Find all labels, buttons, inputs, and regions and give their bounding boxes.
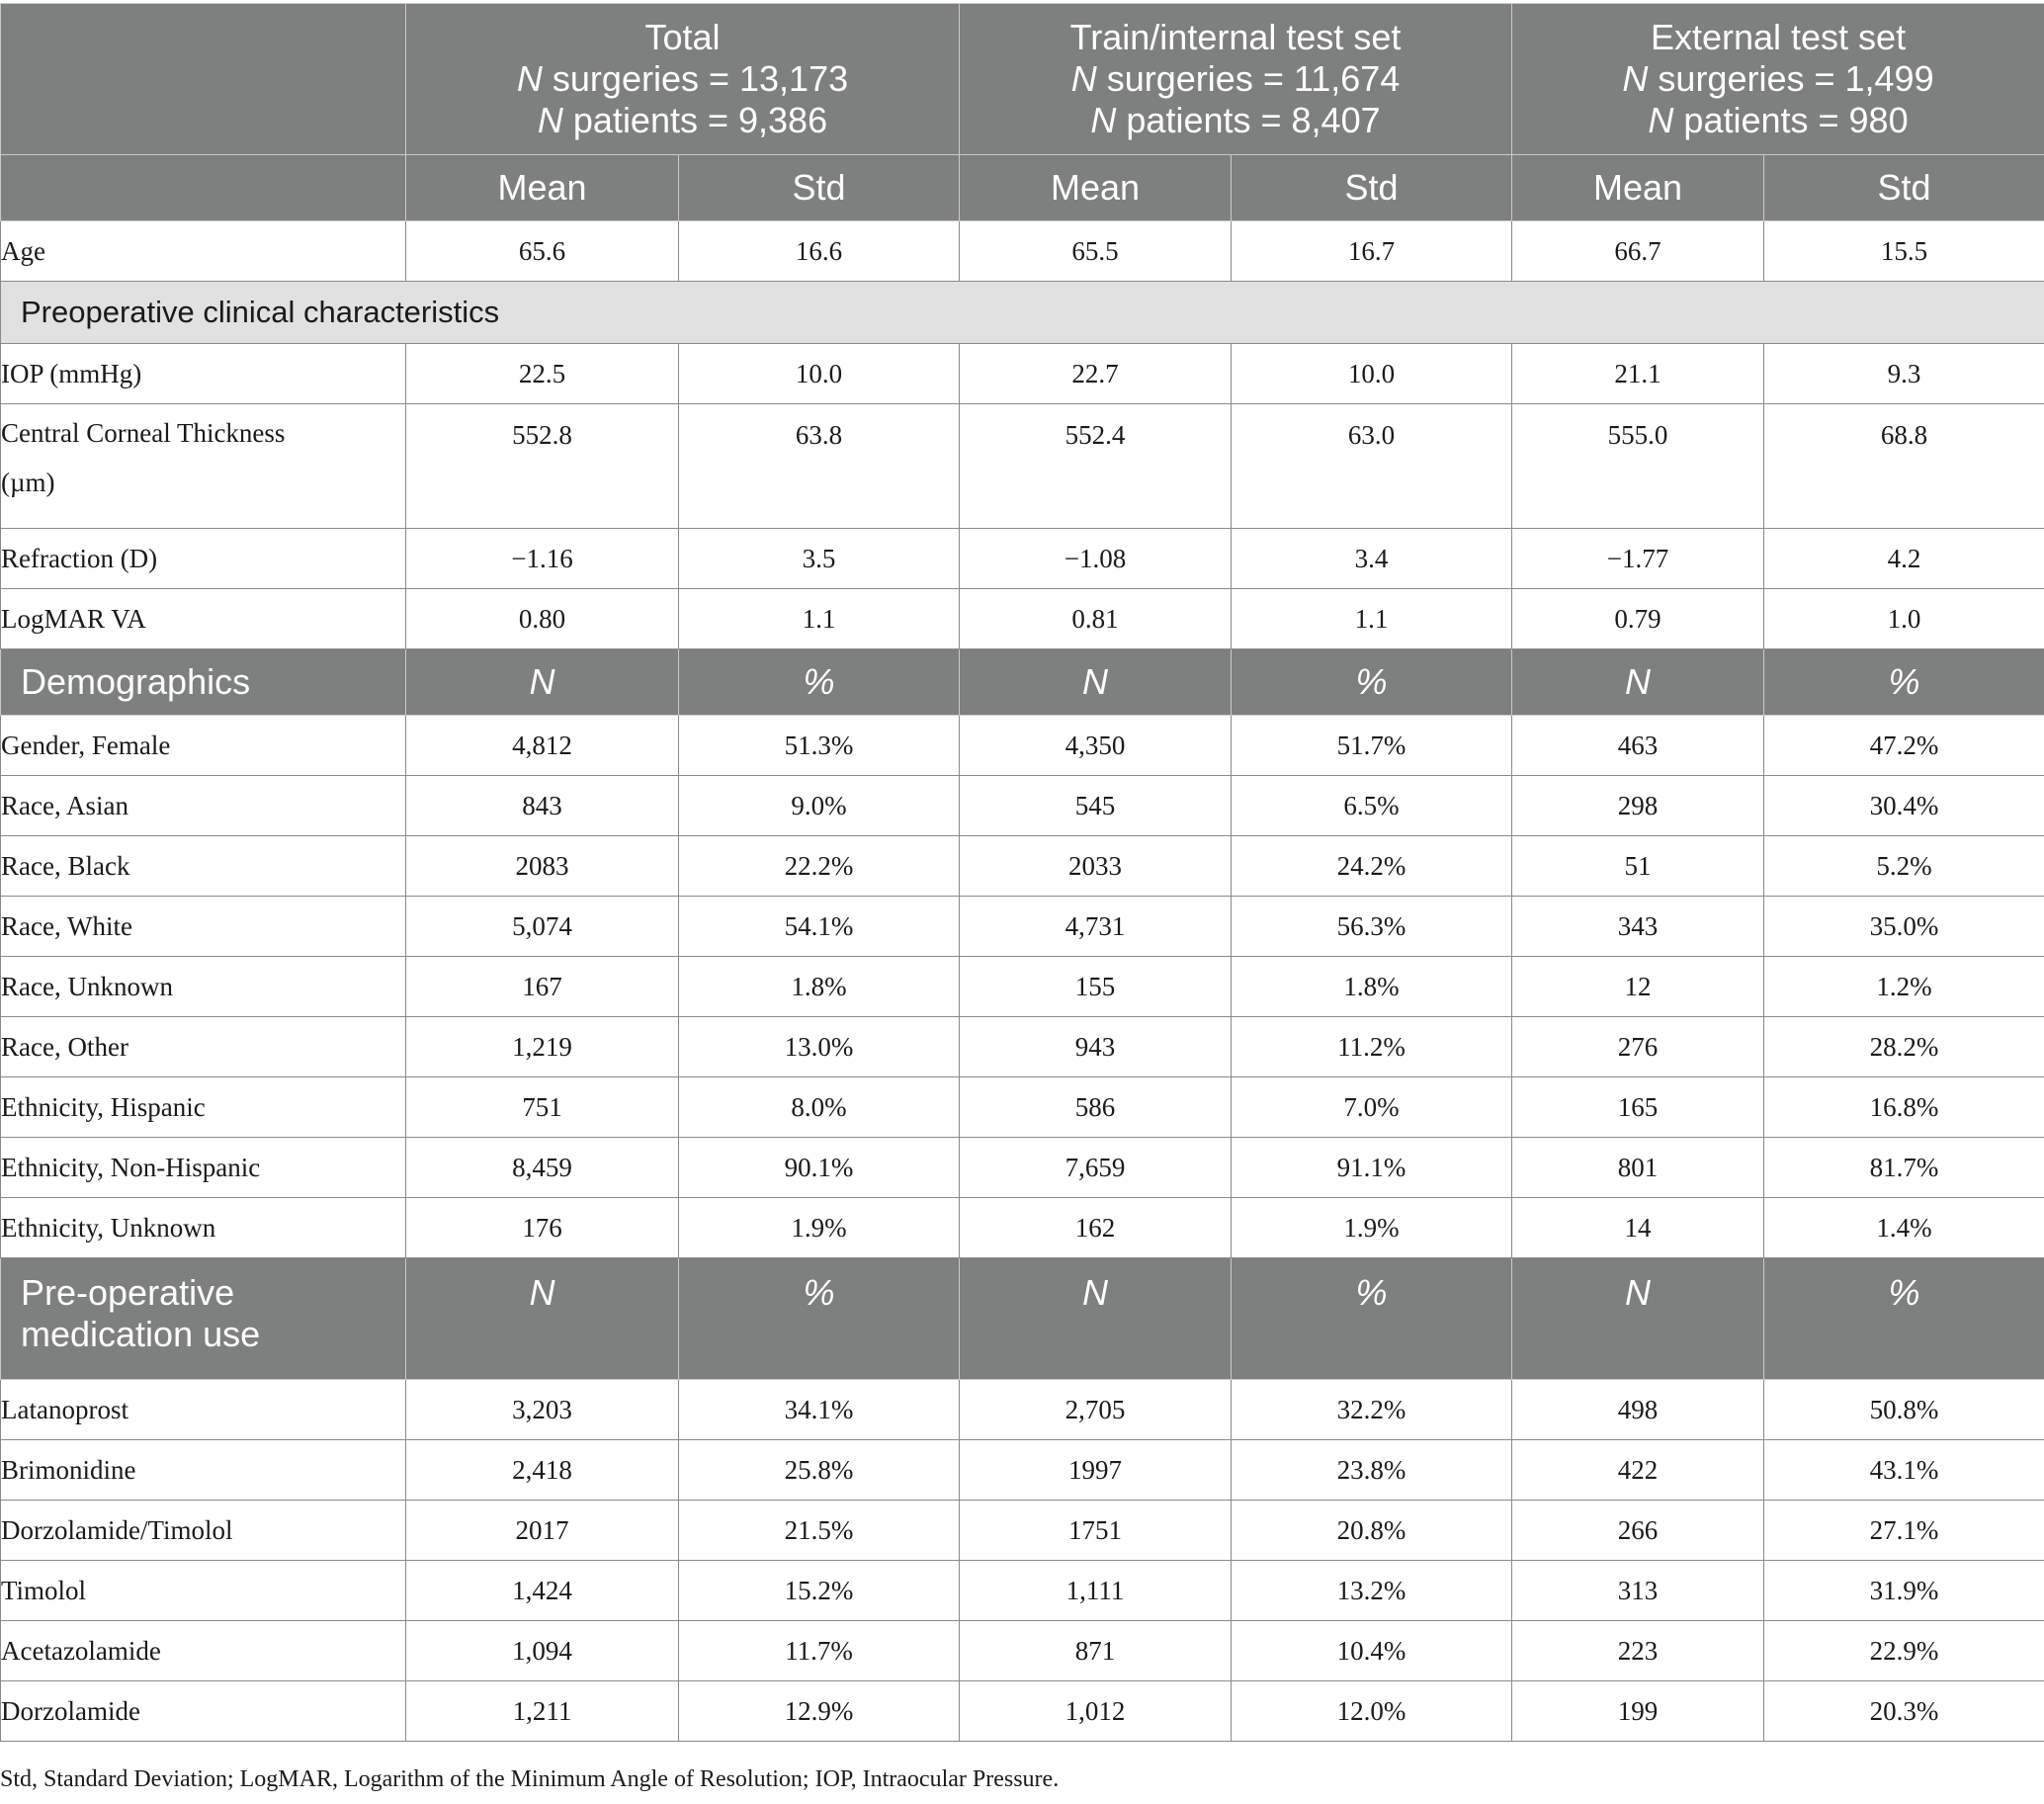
patients-count: patients = 980: [1673, 100, 1909, 140]
cell-value: 22.2%: [679, 836, 960, 897]
cell-value: 155: [960, 957, 1232, 1017]
cell-value: 65.5: [960, 221, 1232, 282]
cell-value: 2,705: [960, 1380, 1232, 1440]
cell-value: 162: [960, 1198, 1232, 1258]
row-label: Acetazolamide: [1, 1621, 406, 1681]
table-row: [1, 589, 2044, 649]
cell-value: 91.1%: [1232, 1138, 1512, 1198]
table-row: [1, 529, 2044, 589]
cell-value: 20.8%: [1232, 1501, 1512, 1561]
medication-header-body: [1, 1258, 2044, 1380]
n-italic: N: [1622, 58, 1649, 99]
cell-value: 1997: [960, 1440, 1232, 1501]
cell-value: 8,459: [406, 1138, 679, 1198]
cell-value: 199: [1512, 1681, 1764, 1742]
header-group-row: [1, 4, 2044, 155]
cell-value: 801: [1512, 1138, 1764, 1198]
table-row: [1, 897, 2044, 957]
cell-value: 43.1%: [1764, 1440, 2044, 1501]
cell-value: 13.0%: [679, 1017, 960, 1077]
cell-value: 7.0%: [1232, 1077, 1512, 1138]
cell-value: 63.0: [1232, 404, 1512, 529]
cell-value: 68.8: [1764, 404, 2044, 529]
table-row: [1, 1440, 2044, 1501]
cell-value: 11.7%: [679, 1621, 960, 1681]
table-row: [1, 344, 2044, 404]
row-label: Dorzolamide/Timolol: [1, 1501, 406, 1561]
section-title: Demographics: [1, 649, 406, 716]
surgeries-count: surgeries = 1,499: [1648, 58, 1934, 99]
cell-value: 21.1: [1512, 344, 1764, 404]
cell-value: 34.1%: [679, 1380, 960, 1440]
cell-value: 22.5: [406, 344, 679, 404]
cell-value: 1.8%: [1232, 957, 1512, 1017]
cell-value: 56.3%: [1232, 897, 1512, 957]
cell-value: 51.7%: [1232, 716, 1512, 776]
cell-value: 27.1%: [1764, 1501, 2044, 1561]
cell-value: 422: [1512, 1440, 1764, 1501]
cell-value: 498: [1512, 1380, 1764, 1440]
cell-value: 9.0%: [679, 776, 960, 836]
cell-value: 298: [1512, 776, 1764, 836]
cell-value: 12.0%: [1232, 1681, 1512, 1742]
cell-value: −1.08: [960, 529, 1232, 589]
cell-value: 1,111: [960, 1561, 1232, 1621]
cell-value: 3,203: [406, 1380, 679, 1440]
section-title-line2: medication use: [21, 1314, 261, 1354]
n-italic: N: [537, 100, 563, 140]
cell-value: 12.9%: [679, 1681, 960, 1742]
cell-value: 1.4%: [1764, 1198, 2044, 1258]
row-label: Age: [1, 221, 406, 282]
row-label: IOP (mmHg): [1, 344, 406, 404]
cell-value: 28.2%: [1764, 1017, 2044, 1077]
cell-value: 4,812: [406, 716, 679, 776]
table-row: [1, 1380, 2044, 1440]
cell-value: 35.0%: [1764, 897, 2044, 957]
row-label: Race, Black: [1, 836, 406, 897]
cell-value: 15.2%: [679, 1561, 960, 1621]
table-row: [1, 1017, 2044, 1077]
cell-value: 23.8%: [1232, 1440, 1512, 1501]
cell-value: 871: [960, 1621, 1232, 1681]
cell-value: 32.2%: [1232, 1380, 1512, 1440]
cell-value: 14: [1512, 1198, 1764, 1258]
cell-value: 2033: [960, 836, 1232, 897]
cell-value: 22.7: [960, 344, 1232, 404]
cell-value: 20.3%: [1764, 1681, 2044, 1742]
row-label: Ethnicity, Hispanic: [1, 1077, 406, 1138]
cell-value: 5,074: [406, 897, 679, 957]
col-header: Std: [1232, 155, 1512, 221]
col-header: %: [1232, 1258, 1512, 1380]
cell-value: −1.16: [406, 529, 679, 589]
cell-value: 12: [1512, 957, 1764, 1017]
cell-value: 2,418: [406, 1440, 679, 1501]
section-title: [1, 1258, 406, 1380]
cell-value: 30.4%: [1764, 776, 2044, 836]
row-label: Race, White: [1, 897, 406, 957]
row-label-line1: Central Corneal Thickness: [1, 418, 286, 448]
col-header: Mean: [960, 155, 1232, 221]
col-header: Mean: [406, 155, 679, 221]
cell-value: 4,731: [960, 897, 1232, 957]
cell-value: 266: [1512, 1501, 1764, 1561]
cell-value: 50.8%: [1764, 1380, 2044, 1440]
row-label: Brimonidine: [1, 1440, 406, 1501]
row-label: Latanoprost: [1, 1380, 406, 1440]
header-corner: [1, 4, 406, 155]
row-label: [1, 404, 406, 529]
cell-value: 81.7%: [1764, 1138, 2044, 1198]
row-label: Gender, Female: [1, 716, 406, 776]
row-label: Race, Unknown: [1, 957, 406, 1017]
cell-value: 1.0: [1764, 589, 2044, 649]
cell-value: 545: [960, 776, 1232, 836]
surgeries-count: surgeries = 13,173: [542, 58, 849, 99]
cell-value: 25.8%: [679, 1440, 960, 1501]
col-header: Mean: [1512, 155, 1764, 221]
cell-value: −1.77: [1512, 529, 1764, 589]
cell-value: 463: [1512, 716, 1764, 776]
cell-value: 24.2%: [1232, 836, 1512, 897]
col-header: %: [1764, 1258, 2044, 1380]
demographics-body: [1, 716, 2044, 1258]
col-header: N: [1512, 649, 1764, 716]
cell-value: 4.2: [1764, 529, 2044, 589]
cell-value: 586: [960, 1077, 1232, 1138]
cell-value: 10.0: [679, 344, 960, 404]
cell-value: 1.8%: [679, 957, 960, 1017]
row-label: Refraction (D): [1, 529, 406, 589]
cell-value: 51: [1512, 836, 1764, 897]
patients-count: patients = 9,386: [562, 100, 828, 140]
col-header: %: [1232, 649, 1512, 716]
cell-value: 11.2%: [1232, 1017, 1512, 1077]
cell-value: 63.8: [679, 404, 960, 529]
cell-value: 555.0: [1512, 404, 1764, 529]
cell-value: 4,350: [960, 716, 1232, 776]
col-header: %: [1764, 649, 2044, 716]
cell-value: 0.79: [1512, 589, 1764, 649]
cell-value: 54.1%: [679, 897, 960, 957]
cell-value: 16.6: [679, 221, 960, 282]
row-label: Timolol: [1, 1561, 406, 1621]
header-corner-sub: [1, 155, 406, 221]
cell-value: 90.1%: [679, 1138, 960, 1198]
n-italic: N: [1070, 58, 1097, 99]
col-header: N: [1512, 1258, 1764, 1380]
table-row: [1, 221, 2044, 282]
col-header: Std: [679, 155, 960, 221]
cell-value: 22.9%: [1764, 1621, 2044, 1681]
characteristics-table: [0, 3, 2044, 1742]
table-footnote: Std, Standard Deviation; LogMAR, Logarithm of the Minimum Angle of Resolution; IOP, Intraocular Pressure.: [0, 1766, 1060, 1792]
table-row: [1, 1501, 2044, 1561]
cell-value: 552.4: [960, 404, 1232, 529]
header-title: Train/internal test set: [1069, 17, 1402, 57]
cell-value: 1,424: [406, 1561, 679, 1621]
col-header: N: [406, 649, 679, 716]
cell-value: 943: [960, 1017, 1232, 1077]
cell-value: 276: [1512, 1017, 1764, 1077]
n-italic: N: [1648, 100, 1674, 140]
col-header: %: [679, 1258, 960, 1380]
surgeries-count: surgeries = 11,674: [1096, 58, 1401, 99]
table-row: [1, 957, 2044, 1017]
n-italic: N: [516, 58, 543, 99]
cell-value: 843: [406, 776, 679, 836]
header-total: [406, 4, 960, 155]
cell-value: 751: [406, 1077, 679, 1138]
cell-value: 167: [406, 957, 679, 1017]
cell-value: 343: [1512, 897, 1764, 957]
cell-value: 1,219: [406, 1017, 679, 1077]
medication-header-row: [1, 1258, 2044, 1380]
cell-value: 1,012: [960, 1681, 1232, 1742]
table-row: [1, 1621, 2044, 1681]
cell-value: 0.80: [406, 589, 679, 649]
header-train: [960, 4, 1512, 155]
header-sub-row: [1, 155, 2044, 221]
cell-value: 65.6: [406, 221, 679, 282]
row-label: Race, Asian: [1, 776, 406, 836]
col-header: %: [679, 649, 960, 716]
table-row: [1, 776, 2044, 836]
cell-value: 8.0%: [679, 1077, 960, 1138]
cell-value: 5.2%: [1764, 836, 2044, 897]
section-title-line1: Pre-operative: [21, 1272, 235, 1313]
cell-value: 3.5: [679, 529, 960, 589]
table-row: [1, 1198, 2044, 1258]
cell-value: 2083: [406, 836, 679, 897]
header-title: Total: [644, 17, 721, 57]
patients-count: patients = 8,407: [1116, 100, 1381, 140]
cell-value: 66.7: [1512, 221, 1764, 282]
cell-value: 1.9%: [1232, 1198, 1512, 1258]
row-label: Dorzolamide: [1, 1681, 406, 1742]
cell-value: 51.3%: [679, 716, 960, 776]
table-row: [1, 836, 2044, 897]
row-label-line2: (µm): [1, 468, 55, 497]
cell-value: 10.0: [1232, 344, 1512, 404]
cell-value: 15.5: [1764, 221, 2044, 282]
cell-value: 1.2%: [1764, 957, 2044, 1017]
cell-value: 6.5%: [1232, 776, 1512, 836]
cell-value: 1.1: [679, 589, 960, 649]
cell-value: 552.8: [406, 404, 679, 529]
cell-value: 313: [1512, 1561, 1764, 1621]
row-label: LogMAR VA: [1, 589, 406, 649]
cell-value: 47.2%: [1764, 716, 2044, 776]
table-row: [1, 716, 2044, 776]
col-header: Std: [1764, 155, 2044, 221]
demographics-header-row: [1, 649, 2044, 716]
col-header: N: [960, 1258, 1232, 1380]
cell-value: 1,211: [406, 1681, 679, 1742]
cell-value: 2017: [406, 1501, 679, 1561]
col-header: N: [960, 649, 1232, 716]
header-external: [1512, 4, 2044, 155]
cell-value: 21.5%: [679, 1501, 960, 1561]
cell-value: 31.9%: [1764, 1561, 2044, 1621]
table-row: [1, 1138, 2044, 1198]
cell-value: 1.1: [1232, 589, 1512, 649]
cell-value: 1.9%: [679, 1198, 960, 1258]
cell-value: 1751: [960, 1501, 1232, 1561]
header-title: External test set: [1650, 17, 1907, 57]
row-label: Race, Other: [1, 1017, 406, 1077]
cell-value: 0.81: [960, 589, 1232, 649]
table-row: [1, 1077, 2044, 1138]
cell-value: 3.4: [1232, 529, 1512, 589]
section-title: Preoperative clinical characteristics: [1, 282, 2044, 344]
row-label: Ethnicity, Non-Hispanic: [1, 1138, 406, 1198]
cell-value: 223: [1512, 1621, 1764, 1681]
cell-value: 9.3: [1764, 344, 2044, 404]
section-header-row: [1, 282, 2044, 344]
cell-value: 7,659: [960, 1138, 1232, 1198]
cell-value: 16.7: [1232, 221, 1512, 282]
medication-body: [1, 1380, 2044, 1742]
col-header: N: [406, 1258, 679, 1380]
cell-value: 13.2%: [1232, 1561, 1512, 1621]
table-row: [1, 1681, 2044, 1742]
table-row: [1, 404, 2044, 529]
cell-value: 16.8%: [1764, 1077, 2044, 1138]
cell-value: 165: [1512, 1077, 1764, 1138]
row-label: Ethnicity, Unknown: [1, 1198, 406, 1258]
table-row: [1, 1561, 2044, 1621]
cell-value: 176: [406, 1198, 679, 1258]
cell-value: 1,094: [406, 1621, 679, 1681]
n-italic: N: [1090, 100, 1117, 140]
cell-value: 10.4%: [1232, 1621, 1512, 1681]
